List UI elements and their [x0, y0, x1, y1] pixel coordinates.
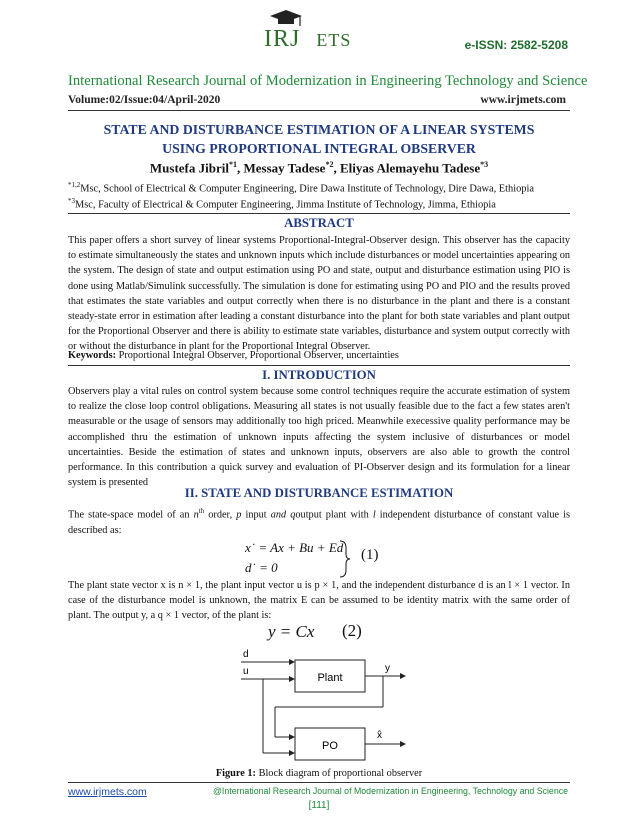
figure-caption: Figure 1: Block diagram of proportional observer	[215, 768, 423, 779]
equation-1-line-1: x˙ = Ax + Bu + Ed	[245, 540, 344, 555]
output-y-label: y	[385, 663, 390, 674]
equation-2: y = Cx	[268, 622, 315, 641]
abstract-text: This paper offers a short survey of linear systems Proportional-Integral-Observer design. This observer has the capacity to estimate simultaneously the states and unknown inputs which include disturbances or model uncertainties appearing on the system. The design of state and output estimation using PO and state, output and disturbance estimation using PIO is done using Matlab/Simulink successfully. The simulation is done for estimating using PO and PIO and the results proved that estimates the state variables and output correctly when there is no disturbance in the plant and there is a constant steady-state error in estimation after leading a constant disturbance into the plant for both state variables and plant output for the Proportional Observer and there is ability to estimate state variables, disturbance and system output correctly with or without the disturbance in plant for the Proportional Integral Observer.	[68, 235, 570, 353]
paper-title: STATE AND DISTURBANCE ESTIMATION OF A LINEAR SYSTEMS USING PROPORTIONAL INTEGRAL OBSERVER	[103, 122, 535, 156]
input-u-label: u	[243, 666, 249, 677]
block-diagram	[225, 645, 415, 770]
keywords: Keywords: Proportional Integral Observer, Proportional Observer, uncertainties	[68, 350, 399, 361]
header-divider	[68, 110, 570, 111]
equation-1-line-2: d˙ = 0	[245, 560, 278, 575]
title-divider	[68, 213, 570, 214]
section-2-para-2: The plant state vector x is n × 1, the plant input vector u is p × 1, and the independent disturbance d is an l × 1 vector. In case of the disturbance model is unknown, the matrix E can be assumed to be identity matrix with the same order of plant. The output y, a q × 1 vector, of the plant is:	[68, 580, 570, 622]
affiliation-1: $^{*1,2}$Msc, School of Electrical & Computer Engineering, Dire Dawa Institute of Technology, Dire Dawa, Ethiopia	[68, 181, 534, 195]
volume-info: Volume:02/Issue:04/April-2020	[68, 94, 221, 106]
section-2-heading: II. STATE AND DISTURBANCE ESTIMATION	[184, 486, 454, 500]
footer-divider	[68, 782, 570, 783]
authors: Mustefa Jibril$^{*1}$, Messay Tadese$^{*2}$, Eliyas Alemayehu Tadese$^{*3}$	[149, 160, 489, 176]
footer-copyright: @International Research Journal of Modernization in Engineering, Technology and Science	[213, 786, 568, 796]
journal-name: International Research Journal of Modernization in Engineering Technology and Science	[68, 73, 588, 89]
abstract-divider	[68, 365, 570, 366]
right-brace-icon	[338, 540, 352, 578]
equation-1-number: (1)	[361, 547, 379, 563]
po-label: PO	[322, 740, 338, 752]
section-1-heading: I. INTRODUCTION	[262, 368, 376, 382]
issn: e-ISSN: 2582-5208	[464, 38, 568, 52]
page-number: [111]	[308, 800, 330, 811]
input-d-label: d	[243, 649, 249, 660]
header-website[interactable]: www.irjmets.com	[480, 94, 566, 106]
abstract-heading: ABSTRACT	[284, 216, 354, 230]
section-1-text: Observers play a vital rules on control system because some control techniques require the accurate estimation of system to realize the close loop control obligations. Measuring all states is not usually feasible due to the fact a few states aren't measurable or the usage of sensors may additionally too high priced. Meanwhile execessive quality performance may be accomplished thru the estimation of unknown inputs affecting the system inclusive of disturbances or model uncertainties. Beside the estimation of states and unknown inputs, observers are also able to growth the control performance. In this contribution a quick survey and evaluation of PI-Observer design and its formulation for a linear system is presented	[68, 386, 570, 489]
logo-text: IRJ ETS	[264, 26, 352, 52]
footer-website-link[interactable]: www.irjmets.com	[68, 786, 147, 798]
journal-logo	[250, 10, 390, 58]
equation-2-number: (2)	[342, 621, 362, 640]
affiliation-2: $^{*3}$Msc, Faculty of Electrical & Computer Engineering, Jimma Institute of Technology, Jimma, Ethiopia	[68, 197, 496, 211]
output-xhat-label: x̂	[377, 730, 382, 741]
section-2-intro: The state-space model of an $n^{th}$ order, p input and qoutput plant with l independent disturbance of constant value is described as:	[68, 507, 570, 536]
plant-label: Plant	[317, 672, 343, 684]
